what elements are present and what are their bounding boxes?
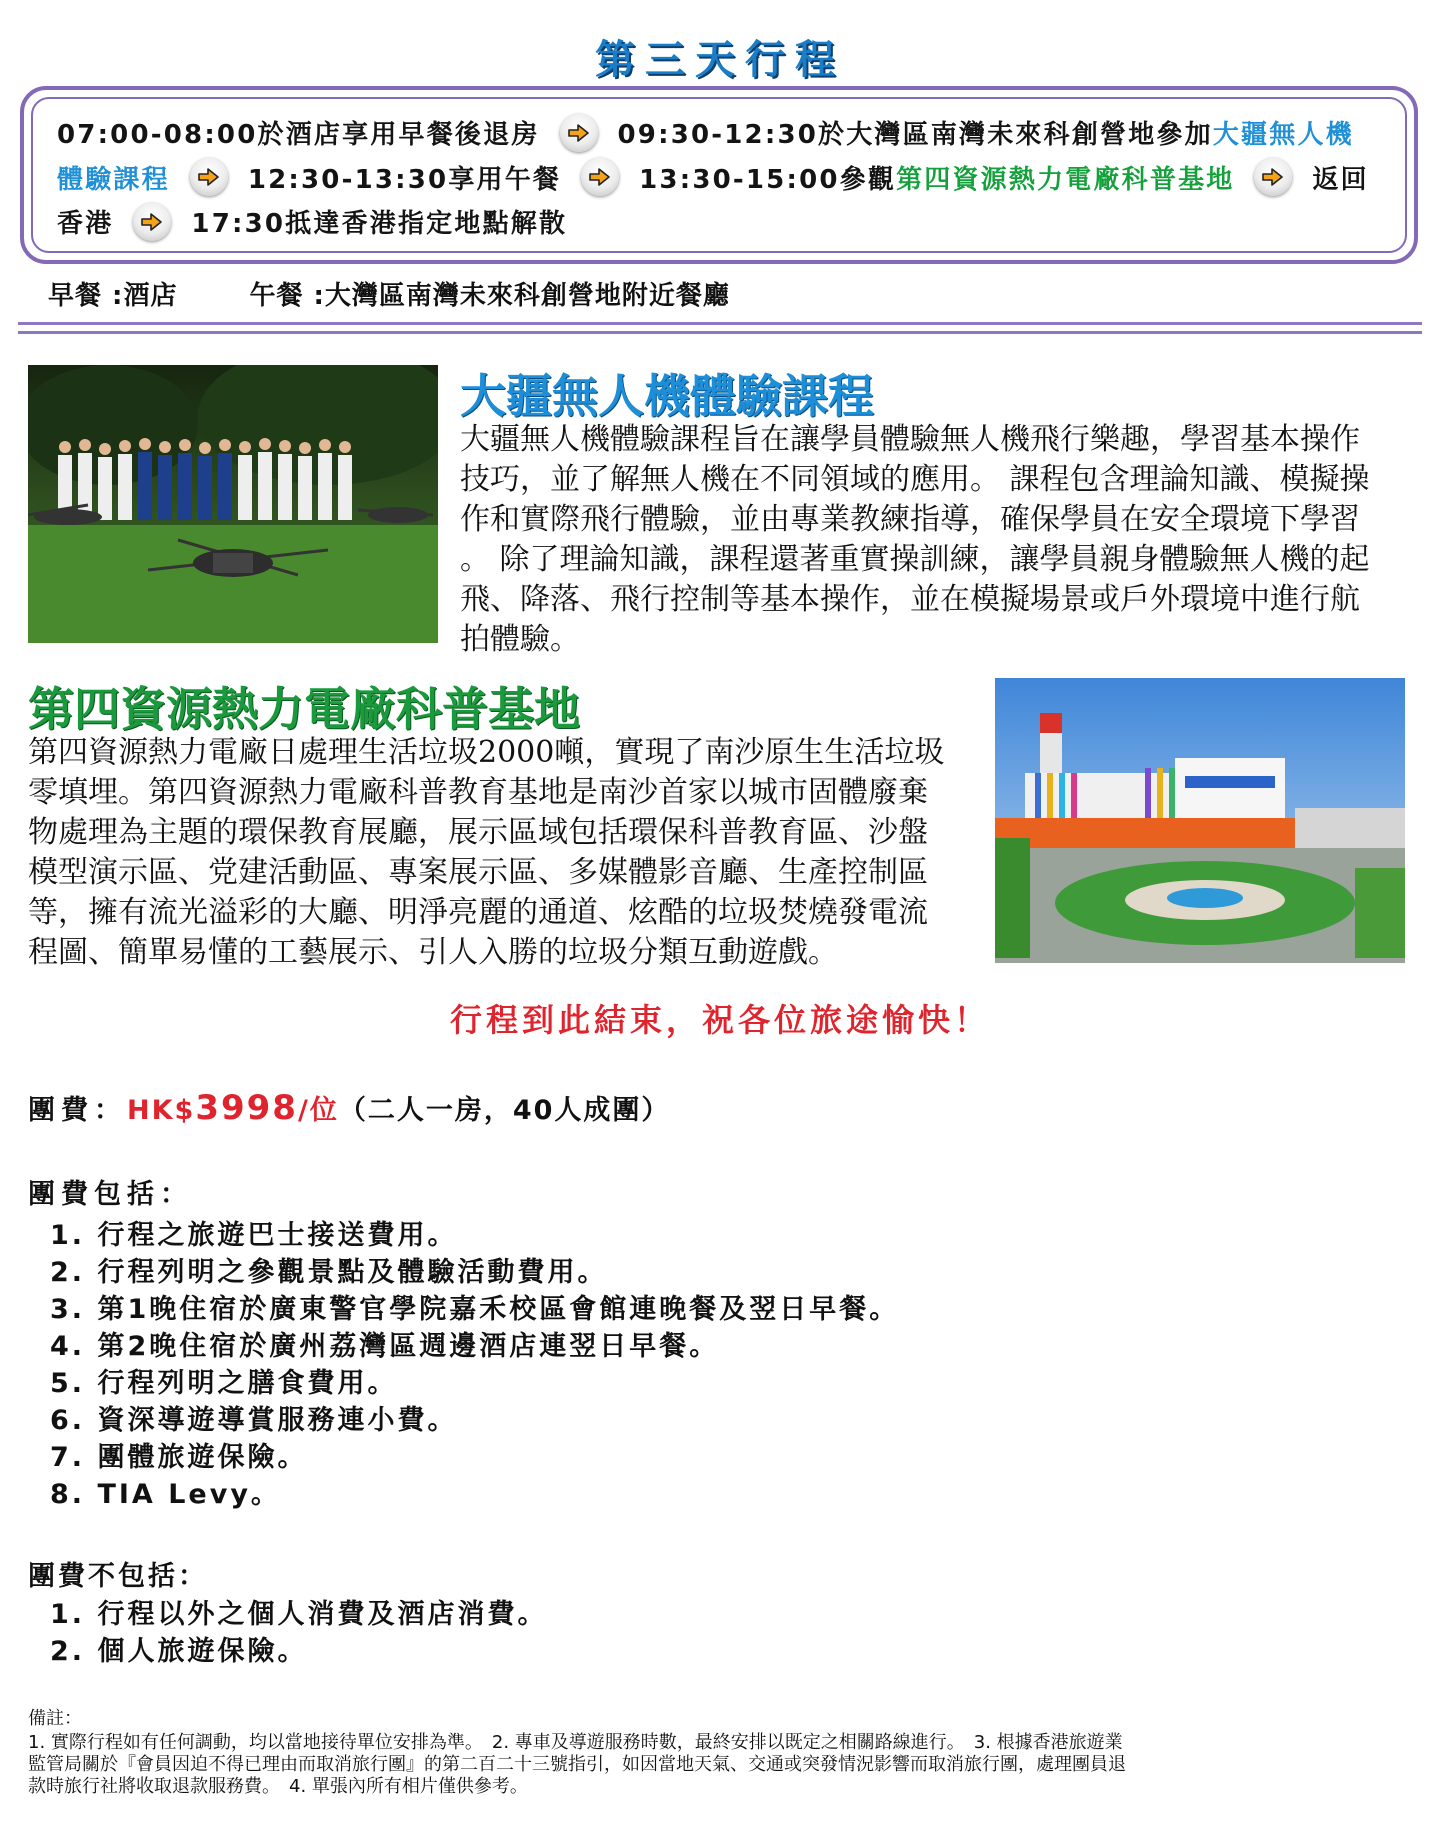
fee-excluded-list: [50, 1596, 547, 1670]
text-line: 物處理為主題的環保教育展廳，展示區域包括環保科普教育區、沙盤: [28, 815, 928, 850]
text-line: 模型演示區、党建活動區、專案展示區、多媒體影音廳、生產控制區: [28, 855, 928, 890]
fee-included-list: [50, 1217, 899, 1513]
lunch-info: 午餐 :大灣區南灣未來科創營地附近餐廳: [249, 281, 730, 311]
arrow-right-icon: [1254, 158, 1292, 196]
list-item: 1. 行程之旅遊巴士接送費用。: [50, 1220, 458, 1251]
arrow-right-icon: [581, 158, 619, 196]
itinerary-power-plant: 第四資源熱力電廠科普基地: [896, 164, 1235, 195]
day-title: 第三天行程: [595, 37, 845, 83]
list-item: 4. 第2晚住宿於廣州荔灣區週邊酒店連翌日早餐。: [50, 1331, 720, 1362]
itinerary-seg-3: 12:30-13:30享用午餐: [247, 164, 562, 195]
breakfast-info: 早餐 :酒店: [48, 281, 178, 311]
remarks-line: 1. 實際行程如有任何調動，均以當地接待單位安排為準。 2. 專車及導遊服務時數，最終安排以既定之相關路線進行。 3. 根據香港旅遊業: [28, 1732, 1123, 1753]
arrow-right-icon: [560, 114, 598, 152]
list-item: 3. 第1晚住宿於廣東警官學院嘉禾校區會館連晚餐及翌日早餐。: [50, 1294, 900, 1325]
itinerary-seg-2: 09:30-12:30於大灣區南灣未來科創營地參加: [617, 120, 1213, 150]
fee-excluded-title: 團費不包括：: [28, 1561, 208, 1592]
arrow-right-icon: [133, 203, 171, 241]
fee-price: [127, 1088, 339, 1128]
power-plant-description: [28, 733, 983, 973]
text-line: 技巧，並了解無人機在不同領域的應用。 課程包含理論知識、模擬操: [460, 462, 1370, 497]
power-plant-photo: [995, 678, 1405, 963]
itinerary-seg-1: 07:00-08:00於酒店享用早餐後退房: [57, 120, 540, 150]
text-line: 大疆無人機體驗課程旨在讓學員體驗無人機飛行樂趣，學習基本操作: [460, 422, 1360, 457]
list-item: 2. 個人旅遊保險。: [50, 1636, 308, 1667]
text-line: 飛、降落、飛行控制等基本操作，並在模擬場景或戶外環境中進行航: [460, 582, 1360, 617]
power-plant-title: 第四資源熱力電廠科普基地: [28, 682, 580, 736]
fee-included-title: 團費包括：: [28, 1179, 193, 1210]
meals-row: [48, 275, 730, 312]
text-line: 零填埋。第四資源熱力電廠科普教育基地是南沙首家以城市固體廢棄: [28, 775, 928, 810]
text-line: 。 除了理論知識，課程還著重實操訓練，讓學員親身體驗無人機的起: [460, 542, 1370, 577]
text-line: 程圖、簡單易懂的工藝展示、引人入勝的垃圾分類互動遊戲。: [28, 935, 838, 970]
list-item: 1. 行程以外之個人消費及酒店消費。: [50, 1599, 548, 1630]
drone-course-title: 大疆無人機體驗課程: [460, 369, 874, 423]
fee-amount: 3998: [195, 1088, 298, 1128]
fee-currency: HK$: [127, 1095, 196, 1126]
list-item: 2. 行程列明之參觀景點及體驗活動費用。: [50, 1257, 608, 1288]
remarks-line: 監管局關於『會員因迫不得已理由而取消旅行團』的第二百二十三號指引，如因當地天氣、交通或突發情況影響而取消旅行團，處理團員退: [28, 1754, 1126, 1775]
divider-line: [18, 331, 1422, 334]
text-line: 作和實際飛行體驗，並由專業教練指導，確保學員在安全環境下學習: [460, 502, 1360, 537]
divider-line: [18, 322, 1422, 325]
remarks-line: 款時旅行社將收取退款服務費。 4. 單張內所有相片僅供參考。: [28, 1776, 528, 1797]
itinerary-drone-course: 大疆無人機體驗課程: [57, 120, 1354, 195]
list-item: 7. 團體旅遊保險。: [50, 1442, 308, 1473]
itinerary-seg-6: 17:30抵達香港指定地點解散: [191, 209, 568, 239]
fee-unit: /位: [297, 1095, 339, 1126]
drone-group-photo: [28, 365, 438, 643]
fee-note: （二人一房，40人成團）: [338, 1095, 671, 1126]
list-item: 8. TIA Levy。: [50, 1479, 281, 1510]
tour-fee: [28, 1088, 670, 1128]
text-line: 拍體驗。: [460, 622, 580, 657]
text-line: 等，擁有流光溢彩的大廳、明淨亮麗的通道、炫酷的垃圾焚燒發電流: [28, 895, 928, 930]
closing-message: 行程到此結束，祝各位旅途愉快！: [449, 1001, 990, 1039]
list-item: 6. 資深導遊導賞服務連小費。: [50, 1405, 458, 1436]
text-line: 第四資源熱力電廠日處理生活垃圾2000噸，實現了南沙原生生活垃圾: [28, 735, 945, 770]
itinerary-seg-5: 返回香港: [57, 164, 1369, 239]
itinerary-content: [31, 97, 1407, 253]
itinerary-seg-4: 13:30-15:00參觀: [639, 164, 897, 195]
itinerary-box: [20, 86, 1418, 264]
remarks: [28, 1708, 1428, 1798]
fee-label: 團費：: [28, 1095, 127, 1126]
drone-course-description: [460, 420, 1410, 660]
remarks-title: 備註：: [28, 1708, 82, 1729]
list-item: 5. 行程列明之膳食費用。: [50, 1368, 398, 1399]
arrow-right-icon: [190, 158, 228, 196]
